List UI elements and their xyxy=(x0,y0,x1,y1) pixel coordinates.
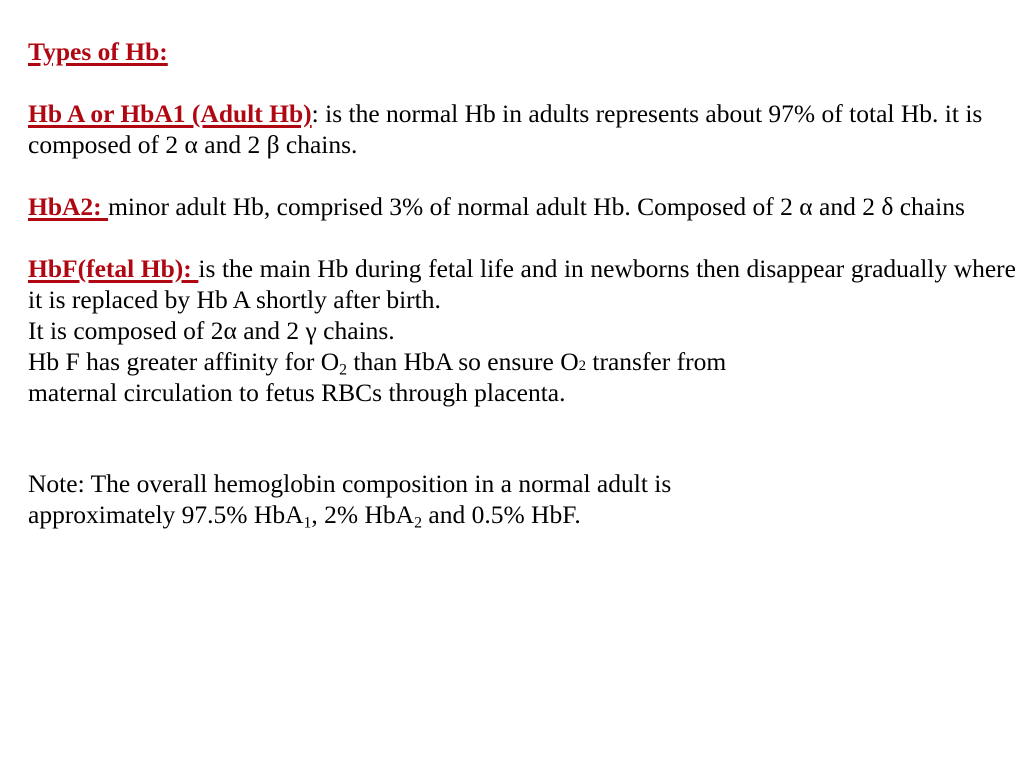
section-hba1-body: is the normal Hb in adults represents about 97% of total Hb. it is composed of 2 α and 2 β chains. xyxy=(28,99,983,159)
subscript-o2-first: 2 xyxy=(339,361,348,379)
note-block xyxy=(28,468,1016,530)
hbf-maternal-line: maternal circulation to fetus RBCs through placenta. xyxy=(28,378,566,407)
hbf-affinity-part-a: Hb F has greater affinity for O xyxy=(28,347,340,376)
section-hba2 xyxy=(28,191,1016,222)
section-hbf-extra-line-2 xyxy=(28,346,1016,408)
hbf-composition-line: It is composed of 2α and 2 γ chains. xyxy=(28,316,395,345)
section-hbf-body: is the main Hb during fetal life and in newborns then disappear gradually where it is replaced by Hb A shortly after birth. xyxy=(28,254,1016,314)
section-hba2-body: minor adult Hb, comprised 3% of normal adult Hb. Composed of 2 α and 2 δ chains xyxy=(108,192,965,221)
hbf-affinity-line xyxy=(28,346,1016,377)
section-hbf xyxy=(28,253,1016,315)
spacer-after-title xyxy=(28,67,1016,98)
note-line-1: Note: The overall hemoglobin composition in a normal adult is xyxy=(28,469,672,498)
section-hbf-extra-line-1 xyxy=(28,315,1016,346)
spacer-after-hbf xyxy=(28,408,1016,438)
hbf-affinity-part-b: than HbA so ensure O xyxy=(347,347,579,376)
section-hba1 xyxy=(28,98,1016,160)
subscript-o2-second: 2 xyxy=(578,358,586,374)
spacer-after-hba1 xyxy=(28,160,1016,191)
note-part-a: approximately 97.5% HbA xyxy=(28,500,304,529)
note-part-b: , 2% HbA xyxy=(311,500,415,529)
spacer-after-hba2 xyxy=(28,222,1016,253)
section-hba2-heading: HbA2: xyxy=(28,192,109,221)
hbf-affinity-part-c: transfer from xyxy=(586,347,727,376)
note-part-c: and 0.5% HbF. xyxy=(422,500,581,529)
section-hbf-heading: HbF(fetal Hb): xyxy=(28,254,199,283)
subscript-hba1: 1 xyxy=(303,514,312,532)
page-title-row xyxy=(28,36,1016,67)
section-hba1-heading-suffix: : xyxy=(311,99,319,128)
section-hba1-heading: Hb A or HbA1 (Adult Hb) xyxy=(28,99,312,128)
subscript-hba2: 2 xyxy=(414,514,422,532)
page-title: Types of Hb: xyxy=(28,37,168,66)
note-line-2 xyxy=(28,499,1016,530)
spacer-before-note xyxy=(28,438,1016,468)
